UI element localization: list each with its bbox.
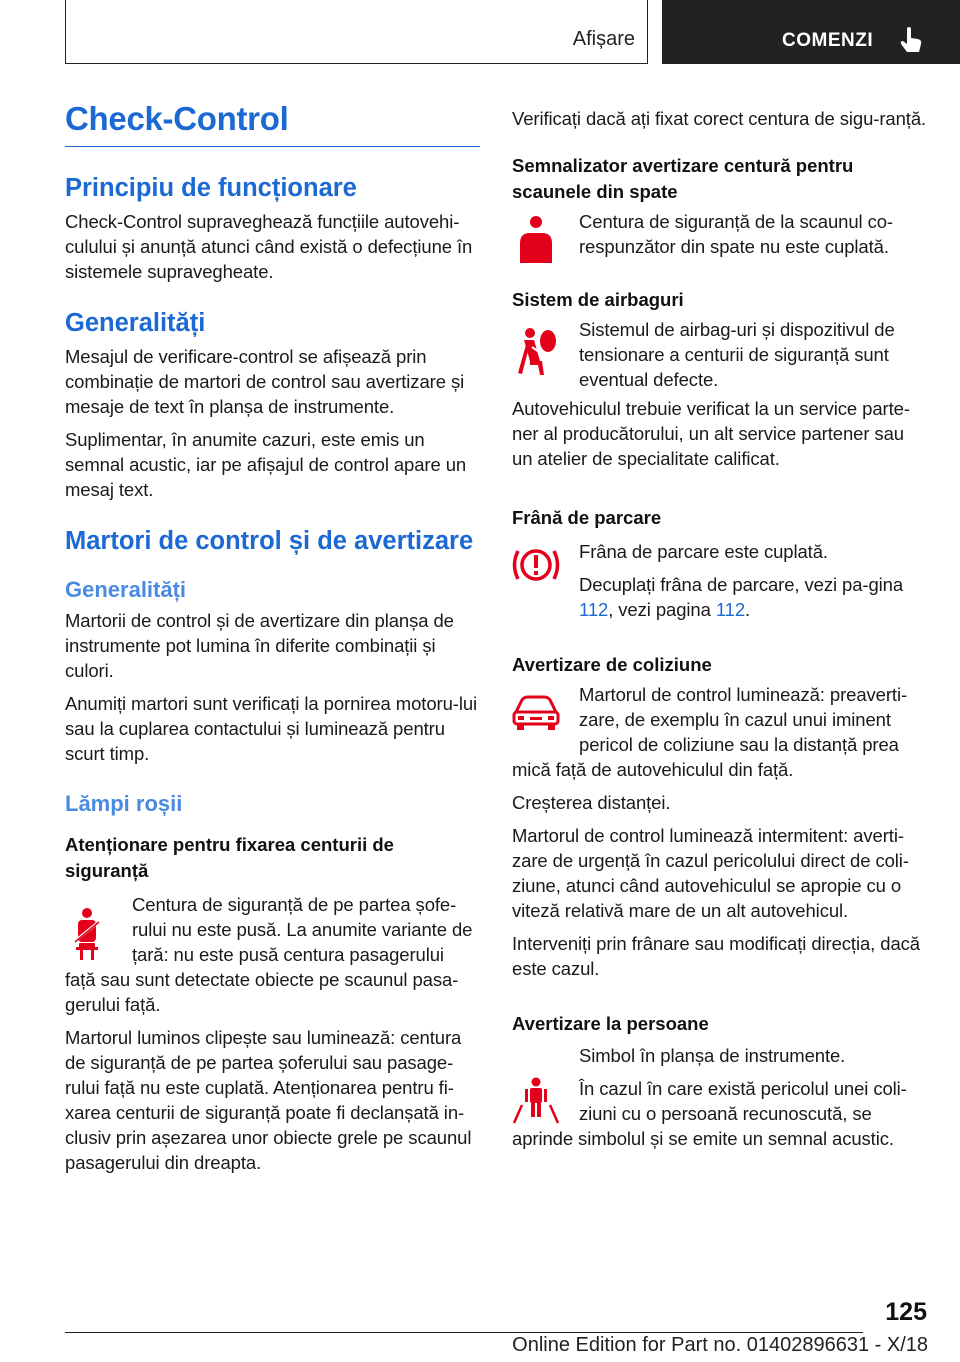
footer-edition: Online Edition for Part no. 01402896631 - X/18	[512, 1334, 928, 1356]
parking-brake-icon	[510, 543, 562, 587]
collision-car-icon	[510, 690, 562, 736]
brake-text-2b: , vezi pagina	[608, 599, 711, 620]
pedestrian-warning-icon	[510, 1077, 562, 1125]
pedestrian-block	[512, 1043, 927, 1151]
subheading-generalitati: Generalități	[65, 577, 187, 602]
brake-text-2a: Decuplați frâna de parcare, vezi pa-gina	[579, 574, 904, 595]
paragraph-belt-2: Martorul luminos clipește sau luminează: centura de siguranță de pe partea șoferului sau pasage-rului față nu este cuplată. Atenționarea pentru fi-xarea centurii de siguranță poate fi declanșată in-clusiv prin așezarea unor obiecte grele pe scaunul pasagerului din dreapta.	[65, 1027, 472, 1173]
footer-divider	[65, 1332, 863, 1333]
rear-belt-block	[512, 209, 927, 259]
subheading-lampi-rosii: Lămpi roșii	[65, 791, 183, 816]
right-column	[512, 96, 927, 1151]
belt-warning-block	[65, 892, 480, 1017]
pedestrian-text-2: În cazul în care există pericolul unei coli-ziuni cu o persoană recunoscută, se	[579, 1078, 907, 1124]
paragraph-principiu: Check-Control supraveghează funcțiile autovehi-culului și anunță atunci când există o defecțiune în sistemele supravegheate.	[65, 211, 473, 282]
paragraph-collision-3: Martorul de control luminează intermitent: averti-zare de urgență în cazul pericolului direct de coli-ziune, atunci când autovehiculul se apropie cu o viteză relativă mare de un alt autovehicul.	[512, 825, 909, 921]
airbag-text: Sistemul de airbag-uri și dispozitivul de tensionare a centurii de siguranță sunt eventual defecte.	[579, 319, 895, 390]
belt-warning-text-wrap: față sau sunt detectate obiecte pe scaunul pasa-gerului față.	[65, 969, 459, 1015]
heading-brake: Frână de parcare	[512, 507, 662, 528]
airbag-block	[512, 317, 927, 392]
seatbelt-warning-icon	[65, 906, 113, 960]
paragraph-generalitati-2: Suplimentar, în anumite cazuri, este emis un semnal acustic, iar pe afișajul de control apare un mesaj text.	[65, 429, 467, 500]
paragraph-martori-2: Anumiți martori sunt verificați la pornirea motoru-lui sau la cuplarea contactului și luminează pentru scurt timp.	[65, 693, 478, 764]
left-column	[65, 96, 480, 1175]
collision-text-wrap: mică față de autovehiculul din față.	[512, 759, 794, 780]
heading-pedestrian: Avertizare la persoane	[512, 1013, 709, 1034]
page-title: Check-Control	[65, 100, 480, 147]
header-tab-label: COMENZI	[782, 30, 874, 51]
brake-text-2c: .	[745, 599, 751, 620]
page-link-112-a[interactable]: 112	[579, 599, 609, 620]
collision-block	[512, 682, 927, 782]
paragraph-collision-2: Creșterea distanței.	[512, 792, 671, 813]
rear-belt-text: Centura de siguranță de la scaunul co-respunzător din spate nu este cuplată.	[579, 211, 893, 257]
heading-airbag: Sistem de airbaguri	[512, 289, 684, 310]
header-section-box	[65, 0, 648, 64]
paragraph-verificati: Verificați dacă ați fixat corect centura de sigu-ranță.	[512, 108, 927, 129]
paragraph-airbag-2: Autovehiculul trebuie verificat la un service parte-ner al producătorului, un alt service partener sau un atelier de specialitate calificat.	[512, 398, 910, 469]
pedestrian-text-wrap: aprinde simbolul și se emite un semnal acustic.	[512, 1128, 894, 1149]
hand-pointer-icon	[898, 26, 924, 54]
heading-martori: Martori de control și de avertizare	[65, 527, 474, 555]
paragraph-generalitati-1: Mesajul de verificare-control se afișează prin combinație de martori de control sau avertizare și mesaje de text în planșa de instrumente.	[65, 346, 465, 417]
belt-warning-text: Centura de siguranță de pe partea șofe-rului nu este pusă. La anumite variante de țară: nu este pusă centura pasagerului	[132, 894, 473, 965]
pedestrian-text-1: Simbol în planșa de instrumente.	[579, 1045, 846, 1066]
rear-seatbelt-icon	[512, 213, 560, 267]
brake-text-2	[579, 572, 927, 622]
parking-brake-block	[512, 539, 927, 622]
heading-rear-belt: Semnalizator avertizare centură pentru scaunele din spate	[512, 155, 854, 202]
header-section-label: Afișare	[572, 28, 635, 50]
paragraph-collision-4: Interveniți prin frânare sau modificați direcția, dacă este cazul.	[512, 933, 920, 979]
heading-generalitati: Generalități	[65, 309, 206, 337]
paragraph-martori-1: Martorii de control și de avertizare din planșa de instrumente pot lumina în diferite combinații și culori.	[65, 610, 454, 681]
brake-text-1: Frâna de parcare este cuplată.	[579, 541, 828, 562]
header-tab-comenzi[interactable]	[662, 0, 960, 64]
heading-centura: Atenționare pentru fixarea centurii de siguranță	[65, 834, 394, 881]
airbag-icon	[512, 327, 560, 381]
page-number: 125	[885, 1298, 927, 1326]
collision-text: Martorul de control luminează: preaverti-zare, de exemplu în cazul unui iminent pericol de coliziune sau la distanță prea	[579, 684, 908, 755]
page-link-112-b[interactable]: 112	[715, 599, 746, 620]
heading-collision: Avertizare de coliziune	[512, 654, 712, 675]
heading-principiu: Principiu de funcționare	[65, 174, 357, 202]
